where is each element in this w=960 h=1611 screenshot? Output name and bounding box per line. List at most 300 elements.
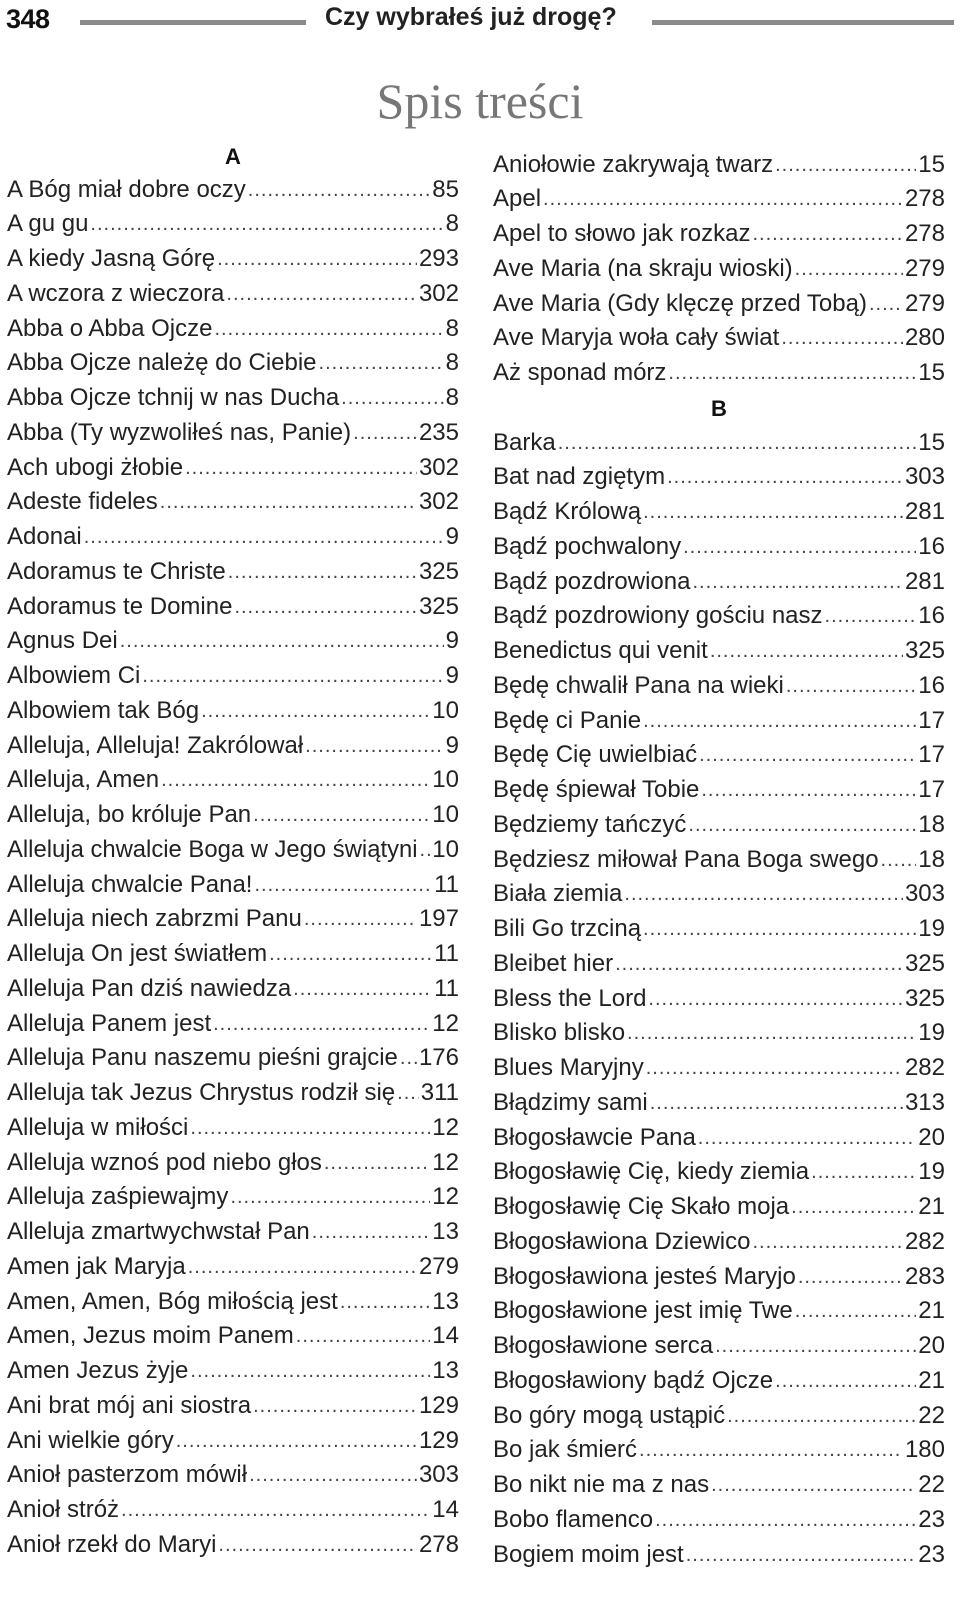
toc-entry <box>7 1211 459 1247</box>
entry-title: Będę ci Panie <box>493 706 642 734</box>
running-title: Czy wybrałeś już drogę? <box>325 3 617 31</box>
entry-title: Aż sponad mórz <box>493 359 667 387</box>
entry-page-number: 9 <box>445 731 459 759</box>
entry-title: Błogosławiony bądź Ojcze <box>493 1366 774 1394</box>
dot-leader <box>881 846 917 874</box>
entry-page-number: 15 <box>918 359 945 387</box>
toc-entry <box>7 1489 459 1525</box>
dot-leader <box>254 871 432 899</box>
entry-page-number: 8 <box>445 210 459 238</box>
entry-page-number: 302 <box>418 488 459 516</box>
entry-title: Albowiem tak Bóg <box>7 696 200 724</box>
toc-entry <box>7 1384 459 1420</box>
entry-title: Abba Ojcze należę do Ciebie <box>7 349 317 377</box>
entry-title: Ani brat mój ani siostra <box>7 1391 252 1419</box>
entry-page-number: 325 <box>904 949 945 977</box>
entry-page-number: 13 <box>432 1287 459 1315</box>
toc-entry <box>493 247 945 283</box>
dot-leader <box>727 1402 916 1430</box>
entry-title: Bless the Lord <box>493 984 647 1012</box>
entry-page-number: 22 <box>918 1471 945 1499</box>
entry-title: Bili Go trzciną <box>493 915 642 943</box>
toc-entry <box>7 516 459 552</box>
toc-entry <box>7 724 459 760</box>
entry-page-number: 282 <box>904 1227 945 1255</box>
toc-entry <box>493 525 945 561</box>
entry-page-number: 12 <box>432 1183 459 1211</box>
entry-title: Adonai <box>7 523 82 551</box>
toc-entry <box>493 1220 945 1256</box>
entry-title: Błogosławię Cię Skało moja <box>493 1193 790 1221</box>
entry-title: Alleluja niech zabrzmi Panu <box>7 905 302 933</box>
dot-leader <box>869 290 903 318</box>
entry-title: Bobo flamenco <box>493 1505 654 1533</box>
dot-leader <box>639 1436 903 1464</box>
entry-page-number: 235 <box>418 418 459 446</box>
entry-title: Alleluja wznoś pod niebo głos <box>7 1148 322 1176</box>
entry-title: Adeste fideles <box>7 488 158 516</box>
entry-title: Alleluja zaśpiewajmy <box>7 1183 229 1211</box>
toc-entry <box>7 168 459 204</box>
dot-leader <box>668 359 916 387</box>
dot-leader <box>650 1089 903 1117</box>
entry-title: Ave Maria (na skraju wioski) <box>493 254 793 282</box>
toc-entry <box>493 1012 945 1048</box>
letter-heading-a: A <box>225 144 241 169</box>
entry-page-number: 10 <box>432 696 459 724</box>
entry-page-number: 302 <box>418 453 459 481</box>
dot-leader <box>304 905 417 933</box>
entry-page-number: 325 <box>904 984 945 1012</box>
toc-entry <box>7 1141 459 1177</box>
toc-entry <box>7 307 459 343</box>
toc-entry <box>493 942 945 978</box>
dot-leader <box>715 1332 916 1360</box>
dot-leader <box>686 1541 917 1569</box>
toc-entry <box>7 1176 459 1212</box>
toc-entry <box>7 377 459 413</box>
dot-leader <box>226 280 417 308</box>
entry-title: Ach ubogi żłobie <box>7 453 184 481</box>
entry-title: Ani wielkie góry <box>7 1426 174 1454</box>
dot-leader <box>84 523 444 551</box>
dot-leader <box>213 1010 430 1038</box>
entry-title: Amen, Amen, Bóg miłością jest <box>7 1287 338 1315</box>
dot-leader <box>627 1019 916 1047</box>
dot-leader <box>312 1218 431 1246</box>
entry-title: Abba (Ty wyzwoliłeś nas, Panie) <box>7 418 352 446</box>
entry-page-number: 325 <box>904 637 945 665</box>
entry-title: Blisko blisko <box>493 1019 626 1047</box>
entry-page-number: 279 <box>904 289 945 317</box>
dot-leader <box>786 672 916 700</box>
toc-entry <box>493 491 945 527</box>
entry-page-number: 281 <box>904 567 945 595</box>
toc-entry <box>493 1255 945 1291</box>
toc-entry <box>493 1151 945 1187</box>
dot-leader <box>781 324 903 352</box>
entry-page-number: 10 <box>432 801 459 829</box>
toc-entry <box>7 759 459 795</box>
dot-leader <box>643 707 916 735</box>
entry-page-number: 20 <box>918 1332 945 1360</box>
toc-entry <box>493 1533 945 1569</box>
entry-title: Apel to słowo jak rozkaz <box>493 220 751 248</box>
toc-entry <box>493 838 945 874</box>
entry-title: A wczora z wieczora <box>7 279 225 307</box>
entry-title: Ave Maria (Gdy klęczę przed Tobą) <box>493 289 867 317</box>
entry-page-number: 293 <box>418 245 459 273</box>
dot-leader <box>558 429 917 457</box>
entry-title: Bo jak śmierć <box>493 1436 638 1464</box>
entry-title: Alleluja, Alleluja! Zakrólował <box>7 731 304 759</box>
entry-page-number: 18 <box>918 810 945 838</box>
entry-page-number: 12 <box>432 1113 459 1141</box>
dot-leader <box>798 1263 903 1291</box>
dot-leader <box>228 558 417 586</box>
toc-entry <box>7 481 459 517</box>
toc-entry <box>493 734 945 770</box>
entry-title: Bo góry mogą ustąpić <box>493 1401 726 1429</box>
toc-entry <box>7 828 459 864</box>
toc-entry <box>7 933 459 969</box>
entry-page-number: 311 <box>420 1079 459 1107</box>
entry-title: Biała ziemia <box>493 880 623 908</box>
dot-leader <box>142 662 443 690</box>
running-header <box>0 0 960 48</box>
dot-leader <box>296 1322 431 1350</box>
entry-page-number: 17 <box>918 706 945 734</box>
entry-title: Apel <box>493 185 542 213</box>
dot-leader <box>217 245 417 273</box>
header-rule-right <box>652 20 954 25</box>
dot-leader <box>646 1054 903 1082</box>
toc-entry <box>493 1186 945 1222</box>
toc-entry <box>493 699 945 735</box>
dot-leader <box>253 1392 417 1420</box>
toc-entry <box>7 1245 459 1281</box>
entry-page-number: 8 <box>445 314 459 342</box>
entry-page-number: 21 <box>918 1366 945 1394</box>
dot-leader <box>420 836 431 864</box>
dot-leader <box>643 915 916 943</box>
toc-entry <box>7 1106 459 1142</box>
toc-entry <box>493 1359 945 1395</box>
dot-leader <box>752 220 903 248</box>
dot-leader <box>188 1253 417 1281</box>
toc-entry <box>7 411 459 447</box>
entry-page-number: 176 <box>418 1044 459 1072</box>
entry-title: Bądź pochwalony <box>493 532 682 560</box>
entry-page-number: 12 <box>432 1148 459 1176</box>
toc-entry <box>7 794 459 830</box>
entry-title: Alleluja w miłości <box>7 1113 189 1141</box>
entry-page-number: 14 <box>432 1322 459 1350</box>
toc-entry <box>493 1394 945 1430</box>
entry-page-number: 278 <box>418 1530 459 1558</box>
entry-page-number: 16 <box>918 602 945 630</box>
entry-page-number: 278 <box>904 220 945 248</box>
dot-leader <box>791 1193 916 1221</box>
dot-leader <box>90 210 443 238</box>
toc-entry <box>493 1290 945 1326</box>
entry-page-number: 313 <box>904 1088 945 1116</box>
entry-title: Alleluja zmartwychwstał Pan <box>7 1218 310 1246</box>
entry-title: Będę chwalił Pana na wieki <box>493 671 784 699</box>
toc-entry <box>7 1523 459 1559</box>
entry-page-number: 11 <box>434 974 459 1002</box>
entry-title: Bądź pozdrowiony gościu nasz <box>493 602 823 630</box>
dot-leader <box>319 349 444 377</box>
toc-entry <box>493 1429 945 1465</box>
entry-title: Alleluja, bo króluje Pan <box>7 801 252 829</box>
entry-page-number: 197 <box>418 905 459 933</box>
entry-page-number: 129 <box>418 1391 459 1419</box>
entry-page-number: 23 <box>918 1505 945 1533</box>
toc-entry <box>7 1350 459 1386</box>
dot-leader <box>795 1297 917 1325</box>
entry-page-number: 15 <box>918 150 945 178</box>
dot-leader <box>161 766 430 794</box>
toc-entry <box>493 143 945 179</box>
dot-leader <box>397 1079 419 1107</box>
entry-page-number: 325 <box>418 557 459 585</box>
header-rule-left <box>80 20 306 25</box>
entry-title: Bądź Królową <box>493 498 642 526</box>
dot-leader <box>160 488 417 516</box>
entry-title: Abba Ojcze tchnij w nas Ducha <box>7 384 340 412</box>
dot-leader <box>701 776 916 804</box>
entry-title: Alleluja, Amen <box>7 766 160 794</box>
toc-entry <box>493 977 945 1013</box>
entry-page-number: 303 <box>904 880 945 908</box>
toc-entry <box>7 1315 459 1351</box>
entry-title: Bat nad zgiętym <box>493 463 666 491</box>
entry-title: Błądzimy sami <box>493 1088 648 1116</box>
entry-page-number: 19 <box>918 915 945 943</box>
dot-leader <box>692 568 902 596</box>
entry-title: Benedictus qui venit <box>493 637 708 665</box>
entry-title: Błogosławcie Pana <box>493 1123 696 1151</box>
entry-title: Bo nikt nie ma z nas <box>493 1471 710 1499</box>
dot-leader <box>249 1461 417 1489</box>
entry-page-number: 279 <box>904 254 945 282</box>
dot-leader <box>615 950 903 978</box>
dot-leader <box>811 1158 916 1186</box>
entry-page-number: 19 <box>918 1019 945 1047</box>
toc-entry <box>7 1002 459 1038</box>
entry-page-number: 18 <box>918 845 945 873</box>
entry-title: Adoramus te Domine <box>7 592 233 620</box>
entry-page-number: 16 <box>918 532 945 560</box>
entry-title: A kiedy Jasną Górę <box>7 245 216 273</box>
toc-entry <box>493 769 945 805</box>
entry-page-number: 279 <box>418 1252 459 1280</box>
entry-page-number: 17 <box>918 776 945 804</box>
entry-page-number: 10 <box>432 835 459 863</box>
toc-entry <box>493 1116 945 1152</box>
entry-page-number: 21 <box>918 1193 945 1221</box>
entry-title: Blues Maryjny <box>493 1054 644 1082</box>
dot-leader <box>190 1357 430 1385</box>
entry-title: A gu gu <box>7 210 89 238</box>
dot-leader <box>710 637 903 665</box>
toc-entry <box>493 630 945 666</box>
toc-entry <box>493 1081 945 1117</box>
entry-title: Będę śpiewał Tobie <box>493 776 700 804</box>
toc-entry <box>7 1037 459 1073</box>
entry-title: Anioł rzekł do Maryi <box>7 1530 217 1558</box>
toc-entry <box>7 655 459 691</box>
entry-title: Bleibet hier <box>493 949 614 977</box>
dot-leader <box>683 533 916 561</box>
entry-title: Alleluja tak Jezus Chrystus rodził się <box>7 1079 396 1107</box>
dot-leader <box>230 1183 430 1211</box>
toc-entry <box>493 1047 945 1083</box>
dot-leader <box>234 593 417 621</box>
entry-title: Bogiem moim jest <box>493 1540 684 1568</box>
entry-page-number: 13 <box>432 1357 459 1385</box>
entry-title: Błogosławione jest imię Twe <box>493 1297 793 1325</box>
toc-entry <box>7 1454 459 1490</box>
entry-page-number: 11 <box>434 870 459 898</box>
entry-page-number: 14 <box>432 1496 459 1524</box>
dot-leader <box>688 811 916 839</box>
toc-entry <box>7 967 459 1003</box>
letter-heading-b: B <box>711 396 727 422</box>
toc-entry <box>493 664 945 700</box>
toc-entry <box>7 863 459 899</box>
toc-entry <box>493 1325 945 1361</box>
dot-leader <box>201 697 430 725</box>
dot-leader <box>176 1427 417 1455</box>
entry-page-number: 8 <box>445 384 459 412</box>
toc-entry <box>7 1419 459 1455</box>
entry-page-number: 21 <box>918 1297 945 1325</box>
dot-leader <box>667 463 903 491</box>
entry-page-number: 9 <box>445 662 459 690</box>
section-title: Spis treści <box>376 73 584 129</box>
dot-leader <box>655 1506 916 1534</box>
entry-page-number: 11 <box>434 940 459 968</box>
toc-entry <box>493 873 945 909</box>
dot-leader <box>711 1471 916 1499</box>
entry-page-number: 180 <box>904 1436 945 1464</box>
entry-title: Będziesz miłował Pana Boga swego <box>493 845 879 873</box>
dot-leader <box>121 1496 430 1524</box>
entry-title: A Bóg miał dobre oczy <box>7 175 246 203</box>
toc-entry <box>493 178 945 214</box>
dot-leader <box>353 419 417 447</box>
entry-title: Alleluja Panem jest <box>7 1009 212 1037</box>
toc-entry <box>7 238 459 274</box>
entry-title: Alleluja chwalcie Pana! <box>7 870 253 898</box>
dot-leader <box>775 151 916 179</box>
entry-page-number: 12 <box>432 1009 459 1037</box>
entry-page-number: 19 <box>918 1158 945 1186</box>
entry-page-number: 20 <box>918 1123 945 1151</box>
entry-page-number: 281 <box>904 498 945 526</box>
toc-entry <box>7 1280 459 1316</box>
dot-leader <box>795 255 903 283</box>
entry-title: Błogosławiona Dziewico <box>493 1227 751 1255</box>
entry-title: Alleluja Panu naszemu pieśni grajcie <box>7 1044 398 1072</box>
toc-entry <box>7 272 459 308</box>
dot-leader <box>305 732 443 760</box>
dot-leader <box>253 801 430 829</box>
entry-page-number: 8 <box>445 349 459 377</box>
entry-page-number: 303 <box>904 463 945 491</box>
entry-page-number: 282 <box>904 1054 945 1082</box>
entry-title: Błogosławię Cię, kiedy ziemia <box>493 1158 810 1186</box>
dot-leader <box>698 1124 917 1152</box>
dot-leader <box>643 498 903 526</box>
entry-page-number: 17 <box>918 741 945 769</box>
entry-page-number: 23 <box>918 1540 945 1568</box>
entry-title: Albowiem Ci <box>7 662 141 690</box>
dot-leader <box>120 627 444 655</box>
dot-leader <box>341 384 443 412</box>
dot-leader <box>293 975 432 1003</box>
dot-leader <box>190 1114 430 1142</box>
toc-entry <box>493 595 945 631</box>
entry-title: Błogosławione serca <box>493 1332 714 1360</box>
toc-entry <box>493 1464 945 1500</box>
toc-entry <box>493 282 945 318</box>
toc-entry <box>7 1072 459 1108</box>
entry-page-number: 9 <box>445 627 459 655</box>
entry-title: Anioł stróż <box>7 1496 120 1524</box>
dot-leader <box>775 1367 916 1395</box>
toc-entry <box>7 342 459 378</box>
entry-title: Błogosławiona jesteś Maryjo <box>493 1262 796 1290</box>
dot-leader <box>340 1288 430 1316</box>
toc-entry <box>7 620 459 656</box>
entry-page-number: 9 <box>445 523 459 551</box>
entry-title: Adoramus te Christe <box>7 557 226 585</box>
dot-leader <box>400 1044 417 1072</box>
toc-entry <box>7 550 459 586</box>
entry-title: Alleluja chwalcie Boga w Jego świątyni <box>7 835 418 863</box>
entry-page-number: 16 <box>918 671 945 699</box>
dot-leader <box>324 1149 430 1177</box>
entry-page-number: 129 <box>418 1426 459 1454</box>
entry-title: Aniołowie zakrywają twarz <box>493 150 774 178</box>
entry-page-number: 280 <box>904 324 945 352</box>
toc-entry <box>493 560 945 596</box>
entry-title: Amen, Jezus moim Panem <box>7 1322 294 1350</box>
dot-leader <box>218 1531 417 1559</box>
entry-title: Barka <box>493 428 556 456</box>
toc-entry <box>493 317 945 353</box>
dot-leader <box>248 176 431 204</box>
toc-entry <box>7 898 459 934</box>
toc-entry <box>7 203 459 239</box>
dot-leader <box>214 315 443 343</box>
dot-leader <box>699 741 916 769</box>
toc-entry <box>493 456 945 492</box>
entry-title: Amen jak Maryja <box>7 1252 186 1280</box>
entry-title: Amen Jezus żyje <box>7 1357 189 1385</box>
dot-leader <box>752 1228 902 1256</box>
toc-entry <box>493 421 945 457</box>
entry-title: Anioł pasterzom mówił <box>7 1461 248 1489</box>
entry-title: Ave Maryja woła cały świat <box>493 324 780 352</box>
toc-entry <box>7 689 459 725</box>
toc-entry <box>493 803 945 839</box>
entry-page-number: 15 <box>918 428 945 456</box>
toc-entry <box>7 585 459 621</box>
